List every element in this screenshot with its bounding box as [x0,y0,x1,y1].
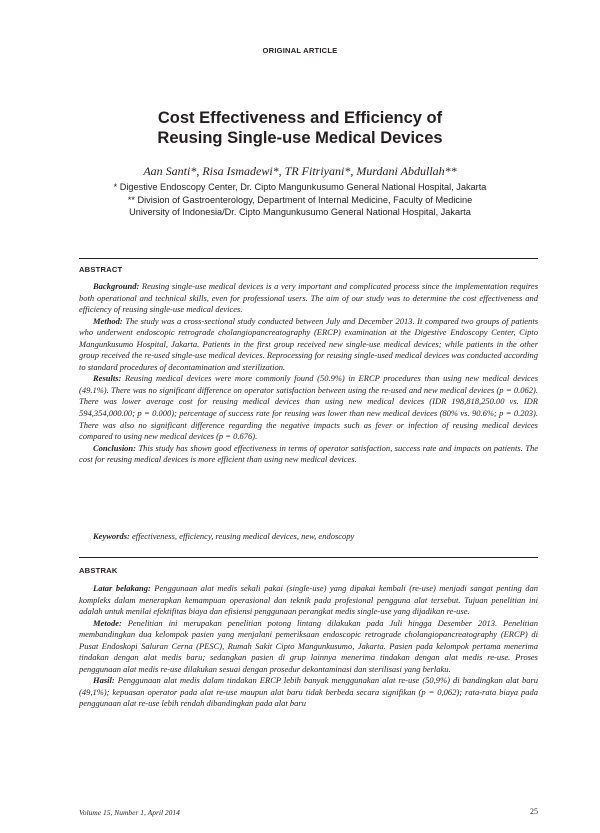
abstract-top-rule [79,258,538,259]
conclusion-text: This study has shown good effectiveness in terms of operator satisfaction, success rate and impacts on patients. The cost for reusing medical devices is more efficient than using new medical devices. [79,442,539,465]
results-label: Results: [93,373,122,384]
hasil-label: Hasil: [93,675,115,686]
abstrak-heading: ABSTRAK [79,566,118,575]
abstract-method [79,316,538,374]
hasil-text: Penggunaan alat medis dalam tindakan ERCP lebih banyak menggunakan alat re-use (50,9%) di bandingkan alat baru (49,1%); kepuasan operator pada alat re-use maupun alat baru tidak berbeda secara signifikan (p = 0,062); rata-rata biaya pada penggunaan alat re-use lebih rendah dibandingkan pada alat baru [79,675,539,709]
article-title [0,108,600,148]
title-line-2: Reusing Single-use Medical Devices [157,129,443,147]
metode-label: Metode: [93,617,122,628]
author-list: Aan Santi*, Risa Ismadewi*, TR Fitriyani*, Murdani Abdullah** [143,164,457,178]
journal-citation: Volume 15, Number 1, April 2014 [79,808,180,817]
affiliations [0,181,600,219]
keywords-label: Keywords: [93,531,130,541]
abstrak-body [79,583,538,710]
page-number: 25 [530,807,538,816]
abstract-background [79,281,538,316]
method-label: Method: [93,315,123,326]
metode-text: Penelitian ini merupakan penelitian potong lintang dilakukan pada Juli hingga Desember 2013. Penelitian membandingkan dua kelompok pasien yang menjalani pemeriksaan endoscopic retrograde cholangiopancreatography (ERCP) di Pusat Endoskopi Saluran Cerna (PESC), Rumah Sakit Cipto Mangunkusumo, Jakarta. Pasien pada kelompok pertama menerima tindakan dengan alat medis baru; sedangkan pasien di grup lainnya menerima tindakan dengan alat medis re-use. Proses penggunaan alat medis re-use dilakukan sesuai dengan prosedur dekontaminasi dan sterilisasi yang berlaku. [79,617,538,674]
section-label: ORIGINAL ARTICLE [262,46,338,55]
results-text: Reusing medical devices were more commonly found (50.9%) in ERCP procedures than using new medical devices (49.1%). There was no significant difference on operator satisfaction between using the re-used and new medical devices (p = 0.062). There was lower average cost for reusing medical devices than using new medical devices (IDR 198,818,250.00 vs. IDR 594,354,000.00; p = 0.000); percentage of success rate for reusing was lower than new medical devices (80% vs. 90.6%; p = 0.203). There was also no significant difference regarding the negative impacts such as fever or infection of reusing medical devices compared to using new medical devices (p = 0.676). [79,373,539,442]
background-label: Background: [93,281,140,291]
abstrak-metode [79,618,538,676]
keywords [93,531,538,541]
abstrak-hasil [79,675,538,710]
affiliation-line-1: * Digestive Endoscopy Center, Dr. Cipto Mangunkusumo General National Hospital, Jakarta [113,182,487,192]
background-text: Reusing single-use medical devices is a very important and complicated process since the implementation requires both operational and technical skills, even for professional users. The aim of our study was to determine the cost effectiveness and efficiency of reusing single-use medical devices. [79,281,539,315]
method-text: The study was a cross-sectional study conducted between July and December 2013. It compared two groups of patients who underwent endoscopic retrograde cholangiopancreatography (ERCP) examination at the Digestive Endoscopy Center, Cipto Mangunkusumo Hospital, Jakarta. Patients in the first group received new single-use medical devices; while patients in the other group received the re-used single-use medical devices. Reprocessing for reusing single-used medical devices was conducted according to standard procedures of decontamination and sterilization. [79,315,538,372]
affiliation-line-2: ** Division of Gastroenterology, Department of Internal Medicine, Faculty of Medicine [127,194,473,205]
abstract-heading: ABSTRACT [79,265,123,274]
abstrak-latar [79,583,538,618]
abstract-body [79,281,538,466]
abstract-results [79,373,538,442]
keywords-text: effectiveness, efficiency, reusing medical devices, new, endoscopy [131,531,355,541]
latar-label: Latar belakang: [93,583,151,593]
latar-text: Penggunaan alat medis sekali pakai (single-use) yang dipakai kembali (re-use) menjadi sangat penting dan kompleks dalam menerapkan kemampuan operasional dan teknik pada profesional pengguna alat tersebut. Tujuan penelitian ini adalah untuk menilai efektifitas biaya dan efisiensi penggunaan perangkat medis single-use yang dijadikan re-use. [79,583,538,617]
affiliation-line-3: University of Indonesia/Dr. Cipto Mangunkusumo General National Hospital, Jakarta [129,207,471,217]
abstrak-top-rule [79,557,538,558]
conclusion-label: Conclusion: [93,442,136,453]
title-line-1: Cost Effectiveness and Efficiency of [157,109,443,127]
abstract-conclusion [79,443,538,466]
